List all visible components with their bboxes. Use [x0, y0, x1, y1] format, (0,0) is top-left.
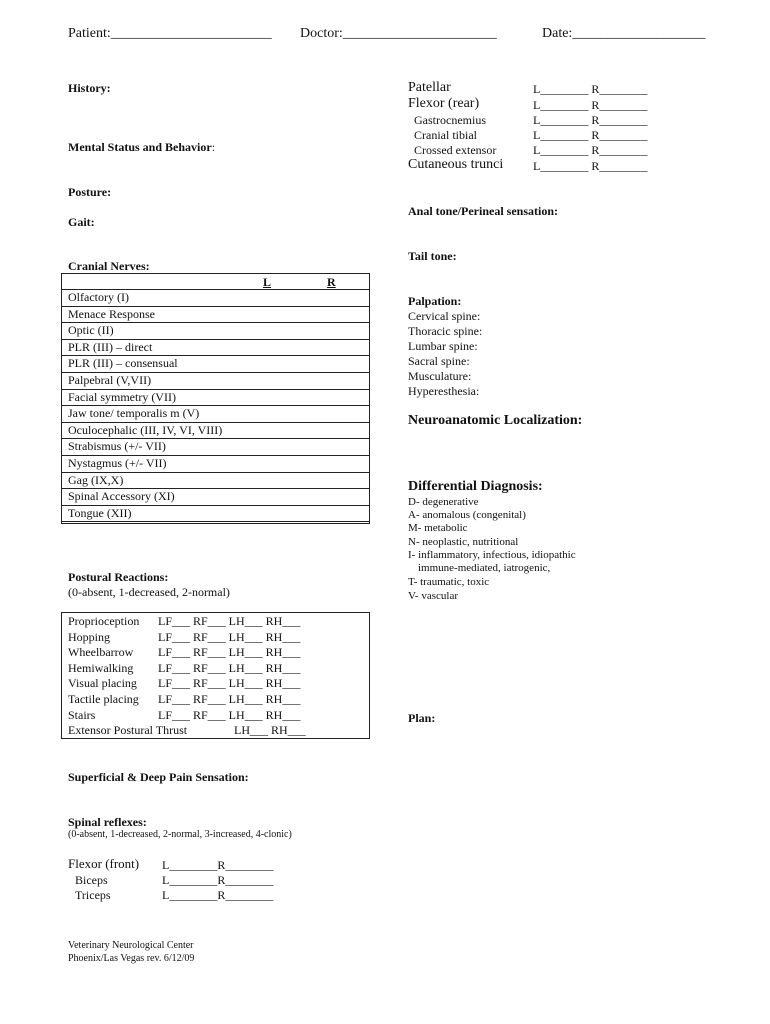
postural-name: Extensor Postural Thrust [68, 723, 188, 738]
diff-anomalous: A- anomalous (congenital) [408, 509, 526, 521]
mental-status-label [68, 140, 215, 155]
gait-label: Gait: [68, 215, 95, 229]
palpation-musculature: Musculature: [408, 369, 472, 383]
cranial-row: Jaw tone/ temporalis m (V) [62, 405, 369, 422]
biceps-label: Biceps [75, 873, 108, 887]
palpation-thoracic: Thoracic spine: [408, 324, 483, 338]
postural-limbs[interactable]: LF___ RF___ LH___ RH___ [158, 691, 301, 706]
postural-limbs[interactable]: LF___ RF___ LH___ RH___ [158, 707, 301, 722]
biceps-value[interactable]: L________R________ [162, 873, 274, 887]
cranial-row: Olfactory (I) [62, 289, 369, 306]
posture-label: Posture: [68, 185, 112, 199]
palpation-lumbar: Lumbar spine: [408, 339, 478, 353]
anal-tone-label: Anal tone/Perineal sensation: [408, 204, 558, 218]
palpation-title: Palpation: [408, 294, 462, 308]
postural-row [62, 614, 369, 630]
diff-vascular: V- vascular [408, 590, 458, 602]
flexor-rear-value[interactable]: L________ R________ [533, 98, 648, 112]
postural-limbs[interactable]: LF___ RF___ LH___ RH___ [158, 629, 301, 644]
cranial-row: Gag (IX,X) [62, 472, 369, 489]
postural-limbs[interactable]: LF___ RF___ LH___ RH___ [158, 614, 301, 628]
footer-clinic: Veterinary Neurological Center [68, 940, 194, 951]
differential-title: Differential Diagnosis: [408, 479, 543, 494]
postural-list [62, 614, 369, 739]
palpation-sacral: Sacral spine: [408, 354, 470, 368]
cranial-row: Strabismus (+/- VII) [62, 438, 369, 455]
gastrocnemius-label: Gastrocnemius [414, 113, 486, 127]
cranial-row: Facial symmetry (VII) [62, 389, 369, 406]
cranial-row: Optic (II) [62, 322, 369, 339]
diff-neoplastic: N- neoplastic, nutritional [408, 536, 519, 548]
cranial-row: Oculocephalic (III, IV, VI, VIII) [62, 422, 369, 439]
palpation-hyperesthesia: Hyperesthesia: [408, 384, 480, 398]
crossed-extensor-label: Crossed extensor [414, 143, 497, 157]
cranial-row: Palpebral (V,VII) [62, 372, 369, 389]
cranial-row: Spinal Accessory (XI) [62, 488, 369, 505]
postural-row [62, 692, 369, 708]
postural-row [62, 661, 369, 677]
cranial-col-left: L [263, 275, 272, 289]
gastrocnemius-value[interactable]: L________ R________ [533, 113, 648, 127]
postural-row [62, 630, 369, 646]
cranial-nerves-list [62, 289, 369, 522]
diff-metabolic: M- metabolic [408, 522, 468, 534]
palpation-cervical: Cervical spine: [408, 309, 481, 323]
flexor-front-value[interactable]: L________R________ [162, 858, 274, 872]
cranial-tibial-label: Cranial tibial [414, 128, 477, 142]
spinal-reflexes-title: Spinal reflexes: [68, 815, 147, 829]
postural-name: Wheelbarrow [68, 645, 134, 660]
postural-row [62, 645, 369, 661]
postural-name: Tactile placing [68, 691, 139, 706]
cranial-row: PLR (III) – direct [62, 339, 369, 356]
spinal-scale: (0-absent, 1-decreased, 2-normal, 3-increased, 4-clonic) [68, 829, 292, 840]
postural-name: Stairs [68, 707, 96, 722]
postural-limbs[interactable]: LF___ RF___ LH___ RH___ [158, 676, 301, 691]
postural-limbs[interactable]: LH___ RH___ [234, 723, 306, 738]
postural-name: Hopping [68, 629, 110, 644]
patellar-label: Patellar [408, 80, 451, 95]
flexor-front-label: Flexor (front) [68, 856, 140, 871]
plan-label: Plan: [408, 711, 436, 725]
cranial-row: Menace Response [62, 306, 369, 323]
diff-immune: immune-mediated, iatrogenic, [418, 562, 551, 574]
mental-status-text: Mental Status and Behavior [68, 140, 212, 154]
postural-row [62, 708, 369, 724]
cranial-nerves-title: Cranial Nerves: [68, 259, 150, 273]
flexor-rear-label: Flexor (rear) [408, 96, 480, 111]
patellar-value[interactable]: L________ R________ [533, 82, 648, 96]
cutaneous-trunci-label: Cutaneous trunci [408, 157, 504, 172]
postural-name: Visual placing [68, 676, 137, 691]
postural-row [62, 723, 369, 739]
postural-name: Proprioception [68, 614, 140, 628]
postural-reactions-title: Postural Reactions: [68, 570, 169, 584]
postural-name: Hemiwalking [68, 660, 134, 675]
footer-revision: Phoenix/Las Vegas rev. 6/12/09 [68, 953, 195, 964]
cranial-tibial-value[interactable]: L________ R________ [533, 128, 648, 142]
cranial-row: Tongue (XII) [62, 505, 369, 523]
diff-degenerative: D- degenerative [408, 496, 479, 508]
postural-limbs[interactable]: LF___ RF___ LH___ RH___ [158, 660, 301, 675]
history-label: History: [68, 81, 111, 95]
doctor-field[interactable]: Doctor:______________________ [300, 26, 497, 41]
tail-tone-label: Tail tone: [408, 249, 457, 263]
postural-limbs[interactable]: LF___ RF___ LH___ RH___ [158, 645, 301, 660]
diff-inflammatory: I- inflammatory, infectious, idiopathic [408, 549, 576, 561]
cranial-col-right: R [327, 275, 336, 289]
cutaneous-trunci-value[interactable]: L________ R________ [533, 159, 648, 173]
postural-scale: (0-absent, 1-decreased, 2-normal) [68, 585, 230, 599]
cranial-row: Nystagmus (+/- VII) [62, 455, 369, 472]
date-field[interactable]: Date:___________________ [542, 26, 706, 41]
postural-row [62, 676, 369, 692]
pain-sensation-label: Superficial & Deep Pain Sensation: [68, 770, 249, 784]
diff-traumatic: T- traumatic, toxic [408, 576, 490, 588]
patient-field[interactable]: Patient:_______________________ [68, 26, 272, 41]
cranial-row: PLR (III) – consensual [62, 355, 369, 372]
triceps-label: Triceps [75, 888, 111, 902]
localization-title: Neuroanatomic Localization: [408, 413, 583, 428]
triceps-value[interactable]: L________R________ [162, 888, 274, 902]
crossed-extensor-value[interactable]: L________ R________ [533, 143, 648, 157]
mental-status-colon: : [211, 140, 216, 154]
